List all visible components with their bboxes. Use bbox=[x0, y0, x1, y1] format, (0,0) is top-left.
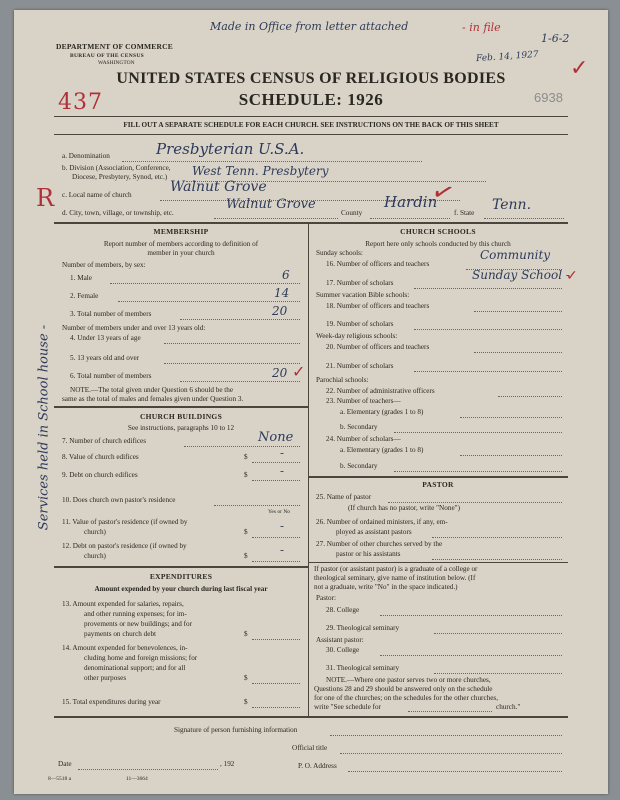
q13-line bbox=[252, 639, 300, 640]
q12-label-2: church) bbox=[84, 552, 106, 560]
q26-label-2: ployed as assistant pastors bbox=[336, 528, 412, 536]
q12-label: 12. Debt on pastor's residence (if owned by bbox=[62, 542, 187, 550]
q25-label: 25. Name of pastor bbox=[316, 493, 372, 501]
denomination-label: a. Denomination bbox=[62, 152, 110, 160]
buildings-heading: CHURCH BUILDINGS bbox=[139, 412, 223, 421]
q6-line bbox=[180, 381, 300, 382]
q17-line bbox=[414, 288, 562, 289]
q8-dollar: $ bbox=[244, 453, 248, 461]
address-label: P. O. Address bbox=[298, 762, 337, 770]
state-value: Tenn. bbox=[492, 197, 532, 213]
q28-label: 28. College bbox=[326, 606, 360, 614]
expenditures-sub: Amount expended by your church during last fiscal year bbox=[94, 585, 268, 593]
q3-line bbox=[180, 319, 300, 320]
q1-line bbox=[110, 283, 300, 284]
graduate-note-1: If pastor (or assistant pastor) is a graduate of a college or bbox=[314, 565, 478, 573]
schools-intro: Report here only schools conducted by this church bbox=[365, 240, 511, 248]
pastor-subheading: Pastor: bbox=[316, 594, 336, 602]
office-note: Made in Office from letter attached bbox=[210, 20, 409, 33]
q3-value: 20 bbox=[272, 304, 288, 318]
pastor-note-4: write "See schedule for bbox=[314, 703, 381, 711]
q29-label: 29. Theological seminary bbox=[326, 624, 400, 632]
pastor-rule bbox=[308, 476, 568, 478]
q7-label: 7. Number of church edifices bbox=[62, 437, 147, 445]
q17-check-mark: ✓ bbox=[566, 268, 578, 284]
q24a-label: a. Elementary (grades 1 to 8) bbox=[340, 446, 424, 454]
q8-line bbox=[252, 462, 300, 463]
date-label: Date bbox=[58, 760, 72, 768]
q4-label: 4. Under 13 years of age bbox=[70, 334, 141, 342]
members-by-sex-label: Number of members, by sex: bbox=[62, 261, 146, 269]
q14-label-1: 14. Amount expended for benevolences, in- bbox=[62, 644, 188, 652]
q10-label: 10. Does church own pastor's residence bbox=[62, 496, 176, 504]
q15-line bbox=[252, 707, 300, 708]
q17-label: 17. Number of scholars bbox=[326, 279, 394, 287]
age-intro-label: Number of members under and over 13 years old: bbox=[62, 324, 206, 332]
q13-dollar: $ bbox=[244, 630, 248, 638]
red-number: 437 bbox=[58, 90, 103, 115]
q2-value: 14 bbox=[274, 286, 290, 300]
serial-number: 6938 bbox=[534, 90, 563, 105]
q14-label-2: cluding home and foreign missions; for bbox=[84, 654, 198, 662]
buildings-rule bbox=[54, 406, 308, 408]
q14-label-4: other purposes bbox=[84, 674, 127, 682]
pastor-note-2: Questions 28 and 29 should be answered only on the schedule bbox=[314, 685, 493, 693]
q24-label: 24. Number of scholars— bbox=[326, 435, 401, 443]
q14-line bbox=[252, 683, 300, 684]
red-letter: R bbox=[36, 184, 55, 212]
membership-intro-2: member in your church bbox=[147, 249, 215, 257]
church-name-label: c. Local name of church bbox=[62, 191, 132, 199]
assistant-subheading: Assistant pastor: bbox=[316, 636, 364, 644]
q5-label: 5. 13 years old and over bbox=[70, 354, 140, 362]
q25-line bbox=[388, 502, 562, 503]
q18-line bbox=[474, 311, 562, 312]
q8-value: - bbox=[280, 446, 285, 460]
membership-heading: MEMBERSHIP bbox=[153, 227, 209, 236]
q11-label-2: church) bbox=[84, 528, 106, 536]
date-line bbox=[78, 769, 218, 770]
q7-value: None bbox=[258, 430, 294, 445]
bureau-name: BUREAU OF THE CENSUS bbox=[70, 53, 145, 59]
red-check-mark: ✓ bbox=[570, 56, 589, 81]
q27-line bbox=[432, 559, 562, 560]
q3-label: 3. Total number of members bbox=[70, 310, 152, 318]
q11-label: 11. Value of pastor's residence (if owned by bbox=[62, 518, 188, 526]
q4-line bbox=[164, 343, 300, 344]
q30-label: 30. College bbox=[326, 646, 360, 654]
q24a-line bbox=[460, 455, 562, 456]
q21-line bbox=[414, 371, 562, 372]
q1-value: 6 bbox=[282, 268, 290, 282]
form-number: 8—5518 a bbox=[48, 776, 72, 782]
schedule-title: SCHEDULE: 1926 bbox=[238, 90, 384, 109]
received-date: Feb. 14, 1927 bbox=[475, 49, 539, 65]
date-code: 1-6-2 bbox=[541, 32, 570, 45]
q12-line bbox=[252, 561, 300, 562]
q6-value: 20 bbox=[272, 366, 288, 380]
q13-label-3: provements or new buildings; and for bbox=[84, 620, 192, 628]
q16-label: 16. Number of officers and teachers bbox=[326, 260, 430, 268]
q28-line bbox=[380, 615, 562, 616]
parochial-schools-label: Parochial schools: bbox=[316, 376, 369, 384]
graduate-note-2: theological seminary, give name of institution below. (If bbox=[314, 574, 476, 582]
margin-note: Services held in School house - bbox=[36, 324, 52, 531]
pastor-note-line bbox=[408, 711, 492, 712]
q1-label: 1. Male bbox=[70, 274, 92, 282]
q23b-label: b. Secondary bbox=[340, 423, 378, 431]
division-label-2: Diocese, Presbytery, Synod, etc.) bbox=[72, 173, 168, 181]
vacation-schools-label: Summer vacation Bible schools: bbox=[316, 291, 410, 299]
q23a-label: a. Elementary (grades 1 to 8) bbox=[340, 408, 424, 416]
yes-no-hint: Yes or No bbox=[268, 509, 291, 515]
city-name: WASHINGTON bbox=[98, 60, 135, 66]
form-title: UNITED STATES CENSUS OF RELIGIOUS BODIES bbox=[116, 70, 506, 87]
state-line bbox=[484, 218, 564, 219]
graduate-note-3: not a graduate, write "No" in the space indicated.) bbox=[314, 583, 458, 591]
q5-line bbox=[164, 363, 300, 364]
q25-hint: (If church has no pastor, write "None") bbox=[348, 504, 460, 512]
county-label: County bbox=[341, 209, 363, 217]
q22-line bbox=[498, 396, 562, 397]
q9-dollar: $ bbox=[244, 471, 248, 479]
q15-dollar: $ bbox=[244, 698, 248, 706]
q22-label: 22. Number of administrative officers bbox=[326, 387, 435, 395]
q2-line bbox=[118, 301, 300, 302]
q13-label-2: and other running expenses; for im- bbox=[84, 610, 187, 618]
grid-top-rule bbox=[54, 222, 568, 224]
form-instruction: FILL OUT A SEPARATE SCHEDULE FOR EACH CHURCH. SEE INSTRUCTIONS ON THE BACK OF THIS SHEET bbox=[123, 121, 499, 129]
q19-line bbox=[414, 329, 562, 330]
division-value: West Tenn. Presbytery bbox=[192, 164, 329, 178]
sunday-schools-label: Sunday schools: bbox=[316, 249, 363, 257]
header-rule bbox=[54, 116, 568, 117]
department-name: DEPARTMENT OF COMMERCE bbox=[56, 42, 173, 51]
q26-line bbox=[432, 537, 562, 538]
column-divider bbox=[308, 224, 309, 716]
q13-label-1: 13. Amount expended for salaries, repairs, bbox=[62, 600, 184, 608]
q31-line bbox=[434, 673, 562, 674]
q30-line bbox=[380, 655, 562, 656]
church-name-value: Walnut Grove bbox=[170, 179, 267, 195]
q15-label: 15. Total expenditures during year bbox=[62, 698, 161, 706]
signature-label: Signature of person furnishing information bbox=[174, 726, 298, 734]
q6-label: 6. Total number of members bbox=[70, 372, 152, 380]
year-label: , 192 bbox=[220, 760, 235, 768]
q20-line bbox=[474, 352, 562, 353]
q21-label: 21. Number of scholars bbox=[326, 362, 394, 370]
q6-check-mark: ✓ bbox=[292, 362, 306, 381]
q24b-line bbox=[394, 471, 562, 472]
q12-value: - bbox=[280, 543, 285, 557]
q11-value: - bbox=[280, 519, 285, 533]
membership-intro-1: Report number of members according to definition of bbox=[103, 240, 259, 248]
q31-label: 31. Theological seminary bbox=[326, 664, 400, 672]
q2-label: 2. Female bbox=[70, 292, 99, 300]
denomination-value: Presbyterian U.S.A. bbox=[156, 140, 305, 158]
q10-line bbox=[214, 505, 300, 506]
q19-label: 19. Number of scholars bbox=[326, 320, 394, 328]
pastor-note-3: for one of the churches; on the schedules for the other churches, bbox=[314, 694, 499, 702]
q16-value: Community bbox=[480, 248, 551, 262]
county-value: Hardin bbox=[384, 193, 438, 211]
q14-label-3: denominational support; and for all bbox=[84, 664, 186, 672]
graduate-rule bbox=[308, 562, 568, 563]
pastor-note-5: church." bbox=[496, 703, 521, 711]
address-line bbox=[348, 771, 562, 772]
q23a-line bbox=[460, 417, 562, 418]
weekday-schools-label: Week-day religious schools: bbox=[316, 332, 398, 340]
city-label: d. City, town, village, or township, etc. bbox=[62, 209, 174, 217]
state-label: f. State bbox=[454, 209, 475, 217]
official-title-label: Official title bbox=[292, 744, 328, 752]
q27-label-2: pastor or his assistants bbox=[336, 550, 401, 558]
q18-label: 18. Number of officers and teachers bbox=[326, 302, 430, 310]
q11-line bbox=[252, 537, 300, 538]
city-line bbox=[214, 218, 338, 219]
q9-value: - bbox=[280, 464, 285, 478]
census-schedule-sheet bbox=[14, 10, 608, 794]
city-value: Walnut Grove bbox=[226, 197, 316, 212]
q12-dollar: $ bbox=[244, 552, 248, 560]
q20-label: 20. Number of officers and teachers bbox=[326, 343, 430, 351]
division-label: b. Division (Association, Conference, bbox=[62, 164, 171, 172]
signature-line bbox=[330, 735, 562, 736]
q9-label: 9. Debt on church edifices bbox=[62, 471, 138, 479]
membership-note-1: NOTE.—The total given under Question 6 should be the bbox=[70, 386, 234, 394]
q13-label-4: payments on church debt bbox=[84, 630, 157, 638]
schools-heading: CHURCH SCHOOLS bbox=[400, 227, 476, 236]
denomination-line bbox=[122, 161, 422, 162]
expenditures-heading: EXPENDITURES bbox=[149, 572, 213, 581]
q24b-label: b. Secondary bbox=[340, 462, 378, 470]
q9-line bbox=[252, 480, 300, 481]
instruction-rule bbox=[54, 134, 568, 135]
q23b-line bbox=[394, 432, 562, 433]
membership-note-2: same as the total of males and females given under Question 3. bbox=[62, 395, 244, 403]
q26-label-1: 26. Number of ordained ministers, if any, em- bbox=[316, 518, 448, 526]
q14-dollar: $ bbox=[244, 674, 248, 682]
print-number: 11—3664 bbox=[126, 776, 148, 782]
q11-dollar: $ bbox=[244, 528, 248, 536]
pastor-heading: PASTOR bbox=[422, 480, 454, 489]
q17-value: Sunday School - bbox=[472, 268, 570, 282]
q27-label-1: 27. Number of other churches served by the bbox=[316, 540, 443, 548]
pastor-note-1: NOTE.—Where one pastor serves two or more churches, bbox=[326, 676, 491, 684]
office-note-suffix: - in file bbox=[462, 21, 501, 34]
q8-label: 8. Value of church edifices bbox=[62, 453, 139, 461]
expenditures-rule bbox=[54, 566, 308, 568]
grid-bottom-rule bbox=[54, 716, 568, 718]
q29-line bbox=[434, 633, 562, 634]
county-line bbox=[370, 218, 450, 219]
county-check-mark: ✓ bbox=[427, 175, 459, 211]
buildings-sub: See instructions, paragraphs 10 to 12 bbox=[127, 424, 235, 432]
official-title-line bbox=[340, 753, 562, 754]
q23-label: 23. Number of teachers— bbox=[326, 397, 401, 405]
